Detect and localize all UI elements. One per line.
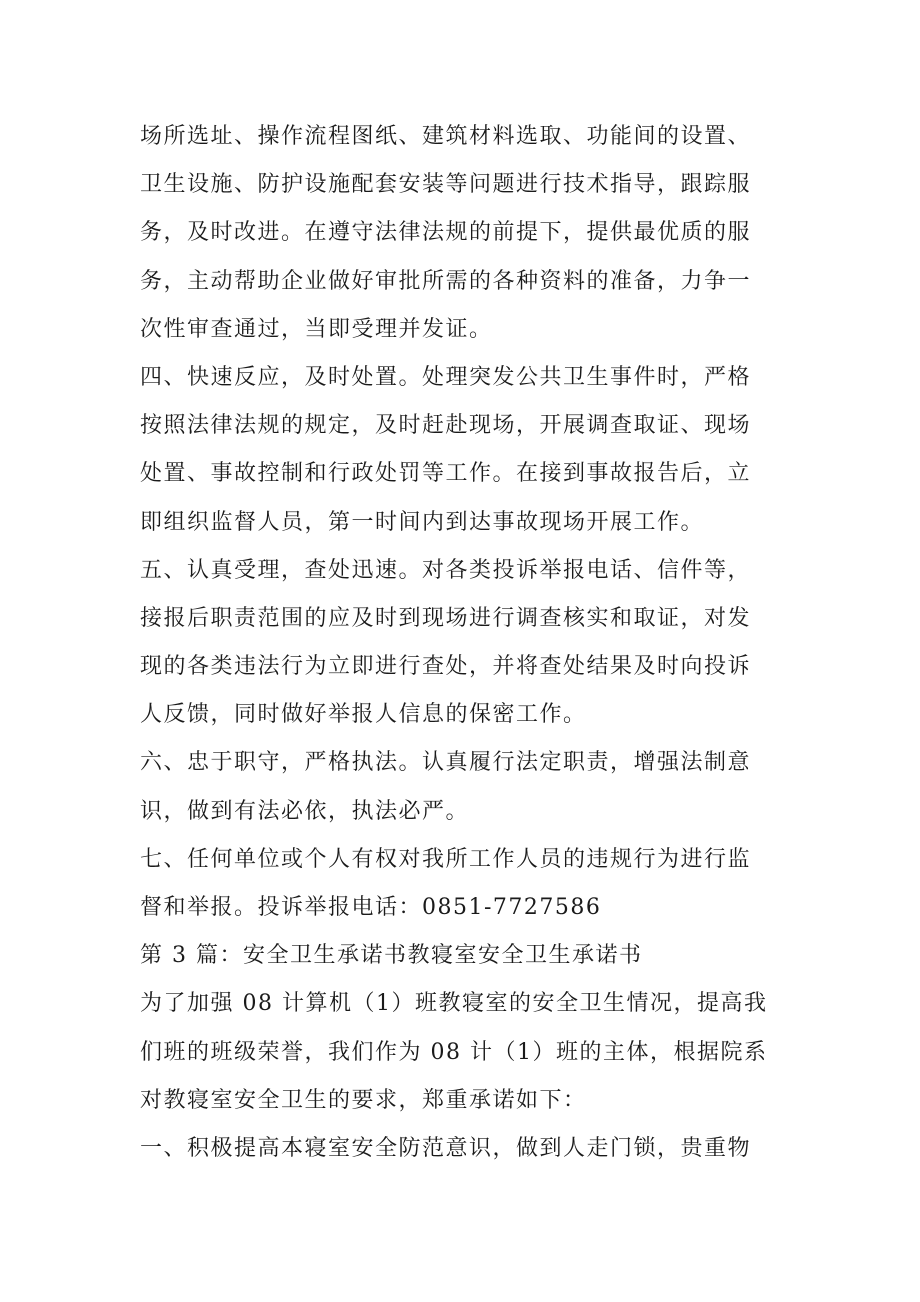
text-line: 处置、事故控制和行政处罚等工作。在接到事故报告后，立 [140,461,752,487]
text-line: 卫生设施、防护设施配套安装等问题进行技术指导，跟踪服 [140,172,752,198]
text-line: 次性审查通过，当即受理并发证。 [140,316,493,342]
section-four-heading: 四、快速反应，及时处置。处理突发公共卫生事件时，严格 [140,364,752,390]
document-body [140,113,810,1173]
text-line: 场所选址、操作流程图纸、建筑材料选取、功能间的设置、 [140,124,752,149]
text-line: 识，做到有法必依，执法必严。 [140,798,470,824]
text-line: 接报后职责范围的应及时到现场进行调查核实和取证，对发 [140,605,752,631]
chapter-title: 第 3 篇：安全卫生承诺书教寝室安全卫生承诺书 [140,943,643,969]
text-line: 人反馈，同时做好举报人信息的保密工作。 [140,702,587,728]
section-five-heading: 五、认真受理，查处迅速。对各类投诉举报电话、信件等， [140,557,752,583]
text-line: 按照法律法规的规定，及时赶赴现场，开展调查取证、现场 [140,413,752,439]
section-six-heading: 六、忠于职守，严格执法。认真履行法定职责，增强法制意 [140,750,752,776]
text-line: 务，及时改进。在遵守法律法规的前提下，提供最优质的服 [140,220,752,246]
complaint-phone-line: 督和举报。投诉举报电话：0851-7727586 [140,895,602,920]
text-line: 对教寝室安全卫生的要求，郑重承诺如下： [140,1087,587,1113]
text-line: 们班的班级荣誉，我们作为 08 计（1）班的主体，根据院系 [140,1039,768,1065]
text-line: 现的各类违法行为立即进行查处，并将查处结果及时向投诉 [140,654,752,680]
pledge-item-one: 一、积极提高本寝室安全防范意识，做到人走门锁，贵重物 [140,1135,752,1161]
text-line: 为了加强 08 计算机（1）班教寝室的安全卫生情况，提高我 [140,991,768,1017]
section-seven-heading: 七、任何单位或个人有权对我所工作人员的违规行为进行监 [140,846,752,872]
text-line: 务，主动帮助企业做好审批所需的各种资料的准备，力争一 [140,268,752,294]
text-line: 即组织监督人员，第一时间内到达事故现场开展工作。 [140,509,705,535]
